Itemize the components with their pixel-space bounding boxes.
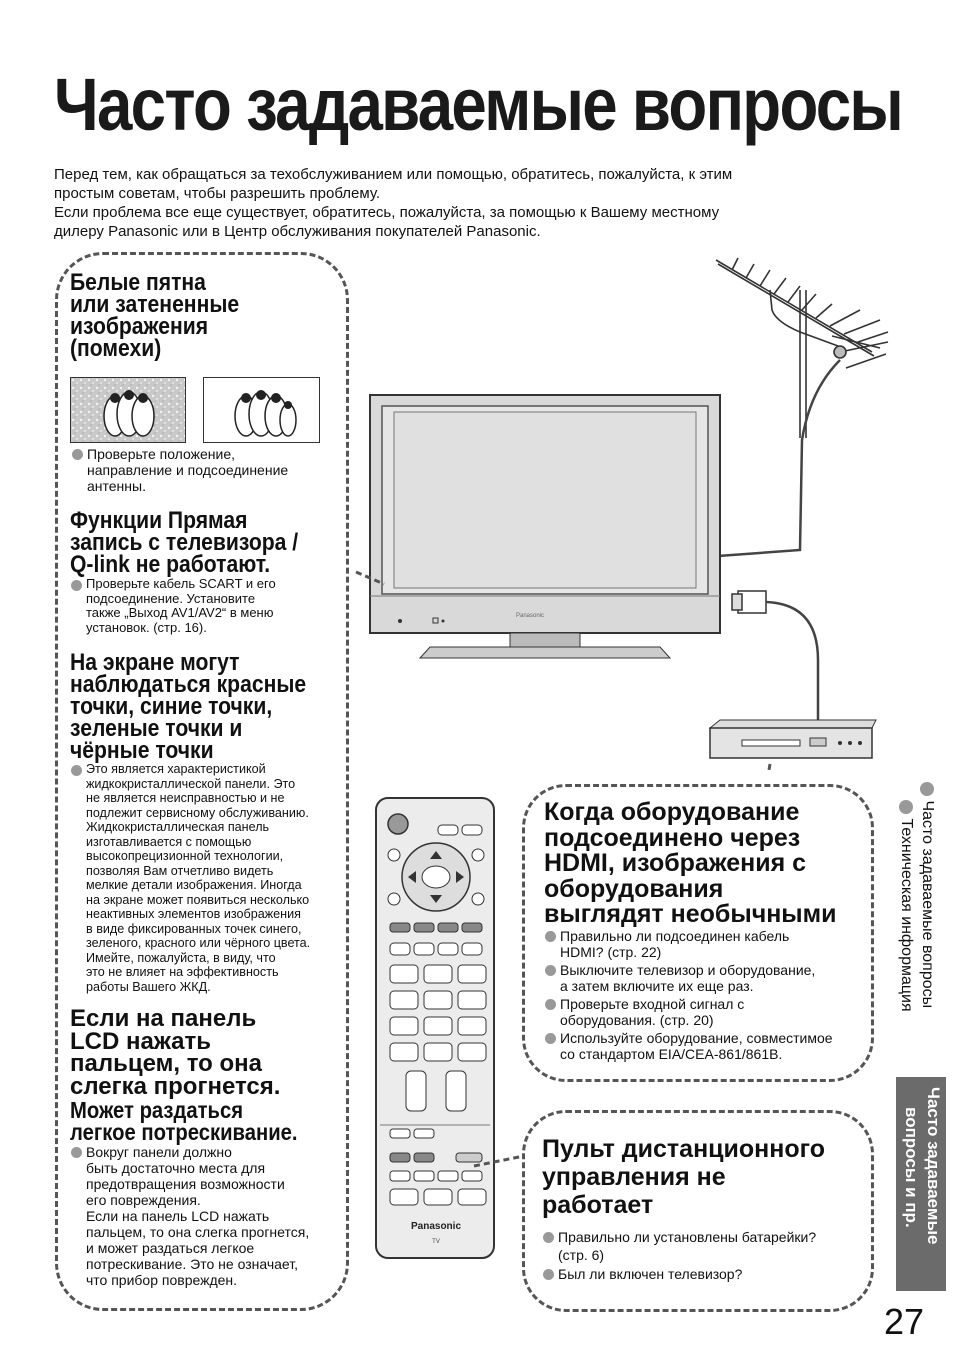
bullet-text: установок. (стр. 16). (86, 619, 207, 635)
bullet-text: со стандартом EIA/CEA-861/861B. (560, 1045, 783, 1062)
bullet-text: позволяя Вам отчетливо видеть (86, 863, 274, 878)
sidebar-item-tech[interactable] (896, 800, 916, 1012)
bullet-text: антенны. (87, 478, 146, 494)
heading-line: изображения (70, 313, 209, 340)
bullet-text: оборудования. (стр. 20) (560, 1011, 714, 1028)
bullet-icon (920, 782, 934, 796)
antenna-cable (718, 360, 840, 556)
intro-line: простым советам, чтобы разрешить проблему. (54, 185, 380, 202)
bullet-text: мелкие детали изображения. Иногда (86, 878, 302, 892)
bullet-text: Вокруг панели должно (70, 1144, 350, 1160)
bullet-text: предотвращения возможности (86, 1176, 285, 1192)
bullet-text: потрескивание. Это не означает, (86, 1256, 298, 1272)
bullet-text: быть достаточно места для (86, 1160, 266, 1176)
sidebar-tab-label: вопросы и пр. (902, 1107, 921, 1228)
heading-line: HDMI, изображения с (544, 849, 807, 877)
page-number: 27 (884, 1301, 925, 1342)
bullet-text: а затем включите их еще раз. (560, 977, 754, 994)
heading-line: Пульт дистанционного (542, 1135, 826, 1163)
tv-illustration (340, 250, 900, 770)
heading-line: оборудования (544, 874, 724, 903)
sidebar-item-label: Техническая информация (898, 818, 915, 1012)
bullet-text: подсоединение. Установите (86, 590, 256, 606)
noisy-image-example (70, 377, 186, 443)
heading-line: точки, синие точки, (70, 693, 273, 720)
remote-control (374, 795, 498, 1263)
bullet-text: на экране может появиться несколько (86, 892, 310, 907)
heading-line: Белые пятна (70, 269, 206, 296)
heading-line: (помехи) (70, 335, 162, 362)
intro-line: Перед тем, как обращаться за техобслуживанием или помощью, обратитесь, пожалуйста, к этим (54, 166, 733, 183)
bullet-text: Имейте, пожалуйста, в виду, что (86, 950, 276, 965)
bullet-text: и может раздаться легкое (86, 1240, 255, 1256)
antenna-icon (716, 258, 888, 438)
bullet-text: это не влияет на эффективность (86, 965, 279, 979)
heading-line: Функции Прямая (70, 507, 248, 534)
heading-line: Если на панель (70, 1005, 257, 1032)
intro-line: Если проблема все еще существует, обратитесь, пожалуйста, за помощью к Вашему местному (54, 204, 720, 221)
bullet-text: его повреждения. (86, 1192, 201, 1208)
heading-line: LCD нажать (70, 1027, 211, 1055)
section-heading (544, 800, 874, 928)
sidebar-item-faq[interactable] (917, 782, 937, 1008)
section-heading (70, 1005, 350, 1100)
heading-line: выглядят необычными (544, 900, 837, 928)
section-hdmi (544, 800, 874, 1062)
intro-text (54, 165, 894, 241)
heading-line: зеленые точки и (70, 715, 243, 742)
bullet-text: неактивных элементов изображения (86, 907, 301, 921)
bullet-text: зеленого, красного или чёрного цвета. (86, 936, 311, 950)
dvd-player-icon (710, 720, 876, 758)
section-subheading (70, 1099, 352, 1143)
heading-line: наблюдаться красные (70, 671, 307, 698)
heading-line: чёрные точки (70, 737, 214, 764)
sidebar-item-label: Часто задаваемые вопросы (919, 800, 936, 1009)
bullet-text: Жидкокристаллическая панель (86, 820, 270, 834)
bullet-text: Выключите телевизор и оборудование, (544, 962, 874, 978)
hdmi-plug-icon (732, 591, 818, 720)
heading-line: На экране могут (70, 649, 240, 676)
clear-penguins-icon (204, 378, 319, 442)
bullet-text: не является неисправностью и не (86, 791, 285, 805)
section-heading (70, 507, 352, 578)
clear-image-example (203, 377, 320, 443)
bullet-text: Это является характеристикой (70, 762, 360, 777)
bullet-text: изготавливается с помощью (86, 834, 252, 849)
section-heading (542, 1135, 872, 1219)
bullet-text: Используйте оборудование, совместимое (544, 1030, 874, 1046)
bullet-text: что прибор поврежден. (86, 1272, 238, 1288)
bullet-text: Если на панель LCD нажать (86, 1208, 270, 1224)
section-lcd-press (70, 1005, 390, 1288)
section-remote (542, 1135, 872, 1282)
bullet-text: Был ли включен телевизор? (542, 1266, 872, 1282)
heading-line: слегка прогнется. (70, 1072, 281, 1100)
heading-line: подсоединено через (544, 823, 801, 852)
heading-line: пальцем, то она (70, 1050, 262, 1077)
remote-sub: TV (432, 1239, 440, 1245)
bullet-text: направление и подсоединение (87, 462, 289, 478)
bullet-text: (стр. 6) (558, 1247, 605, 1263)
section-heading (70, 649, 352, 764)
heading-line: Q-link не работают. (70, 551, 271, 578)
bullet-text: жидкокристаллической панели. Это (86, 776, 296, 791)
bullet-text: Правильно ли установлены батарейки? (542, 1229, 872, 1245)
bullet-text: Правильно ли подсоединен кабель (544, 928, 874, 944)
page-title: Часто задаваемые вопросы (54, 63, 903, 146)
noisy-penguins-icon (71, 378, 185, 442)
section-interference-body (71, 446, 331, 494)
heading-line: работает (542, 1191, 654, 1219)
bullet-text: также „Выход AV1/AV2“ в меню (86, 605, 274, 620)
bullet-text: работы Вашего ЖКД. (86, 979, 211, 994)
bullet-icon (899, 800, 913, 814)
sidebar-tab-active[interactable] (896, 1077, 946, 1291)
heading-line: или затененные (70, 291, 240, 318)
heading-line: запись с телевизора / (70, 529, 299, 556)
heading-line: легкое потрескивание. (70, 1119, 298, 1145)
bullet-text: Проверьте кабель SCART и его (70, 577, 340, 592)
section-dots-body (70, 762, 360, 994)
bullet-text: HDMI? (стр. 22) (560, 943, 662, 960)
heading-line: Когда оборудование (544, 798, 800, 826)
remote-connector (470, 1148, 530, 1178)
bullet-text: в виде фиксированных точек синего, (86, 921, 302, 936)
bullet-text: пальцем, то она слегка прогнется, (86, 1224, 310, 1240)
sidebar-tab-label: Часто задаваемые (924, 1087, 943, 1245)
tv-icon (370, 395, 720, 658)
bullet-text: подлежит сервисному обслуживанию. (86, 805, 309, 820)
bullet-text: Проверьте положение, (71, 446, 331, 462)
bullet-text: Проверьте входной сигнал с (544, 996, 874, 1012)
section-heading (70, 269, 352, 362)
heading-line: Может раздаться (70, 1097, 244, 1123)
bullet-text: высокопрецизионной технологии, (86, 849, 284, 863)
tv-brand: Panasonic (515, 613, 545, 619)
remote-brand: Panasonic (410, 1221, 462, 1232)
intro-line: дилеру Panasonic или в Центр обслуживания покупателей Panasonic. (54, 223, 541, 240)
heading-line: управления не (542, 1163, 726, 1191)
